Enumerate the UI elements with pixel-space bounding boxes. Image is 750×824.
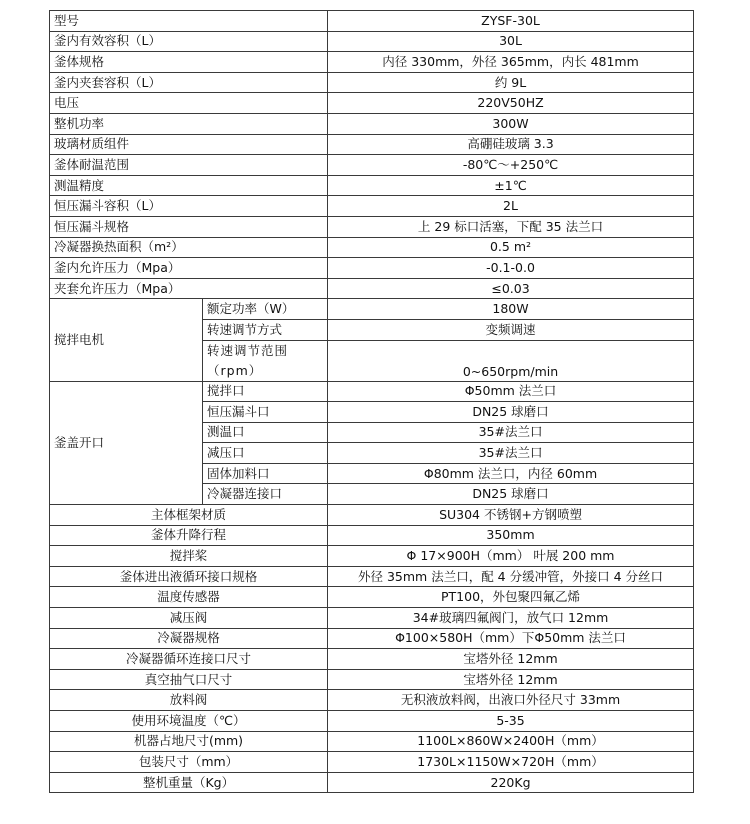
spec-label: 使用环境温度（℃） — [50, 711, 328, 732]
spec-label: 真空抽气口尺寸 — [50, 669, 328, 690]
spec-row — [50, 175, 694, 196]
spec-value: 外径 35mm 法兰口，配 4 分缓冲管，外接口 4 分丝口 — [328, 566, 694, 587]
spec-row — [50, 196, 694, 217]
motor-sub-label: 转速调节方式 — [203, 319, 328, 340]
spec-label: 釜体升降行程 — [50, 525, 328, 546]
lid-sub-value: 35#法兰口 — [328, 422, 694, 443]
motor-sub-label: 额定功率（W） — [203, 299, 328, 320]
motor-sub-value: 180W — [328, 299, 694, 320]
spec-label: 釜体耐温范围 — [50, 155, 328, 176]
spec-value: 30L — [328, 31, 694, 52]
spec-value: ±1℃ — [328, 175, 694, 196]
lid-sub-value: DN25 球磨口 — [328, 484, 694, 505]
lid-sub-value: DN25 球磨口 — [328, 402, 694, 423]
lid-sub-label: 搅拌口 — [203, 381, 328, 402]
spec-value: Φ100×580H（mm）下Φ50mm 法兰口 — [328, 628, 694, 649]
lid-group-label: 釜盖开口 — [50, 381, 203, 505]
spec-row — [50, 11, 694, 32]
spec-row — [50, 52, 694, 73]
spec-value: 220V50HZ — [328, 93, 694, 114]
spec-label: 冷凝器规格 — [50, 628, 328, 649]
motor-group-label: 搅拌电机 — [50, 299, 203, 381]
spec-row — [50, 505, 694, 526]
spec-row — [50, 134, 694, 155]
spec-row — [50, 113, 694, 134]
lid-sub-label: 固体加料口 — [203, 463, 328, 484]
spec-row — [50, 628, 694, 649]
spec-row — [50, 31, 694, 52]
spec-value: 34#玻璃四氟阀门，放气口 12mm — [328, 608, 694, 629]
lid-sub-value: 35#法兰口 — [328, 443, 694, 464]
spec-row — [50, 669, 694, 690]
spec-value: ZYSF-30L — [328, 11, 694, 32]
spec-label: 温度传感器 — [50, 587, 328, 608]
spec-label: 整机重量（Kg） — [50, 772, 328, 793]
spec-row — [50, 546, 694, 567]
spec-label: 型号 — [50, 11, 328, 32]
motor-sub-label: 转速调节范围（rpm） — [203, 340, 328, 381]
spec-label: 包装尺寸（mm） — [50, 752, 328, 773]
spec-label: 恒压漏斗规格 — [50, 216, 328, 237]
spec-value: ≤0.03 — [328, 278, 694, 299]
spec-row — [50, 237, 694, 258]
spec-label: 夹套允许压力（Mpa） — [50, 278, 328, 299]
spec-value: 300W — [328, 113, 694, 134]
spec-label: 测温精度 — [50, 175, 328, 196]
spec-label: 搅拌桨 — [50, 546, 328, 567]
lid-sub-value: Φ80mm 法兰口，内径 60mm — [328, 463, 694, 484]
spec-label: 放料阀 — [50, 690, 328, 711]
spec-table-body — [50, 11, 694, 793]
spec-label: 釜内夹套容积（L） — [50, 72, 328, 93]
lid-sub-label: 测温口 — [203, 422, 328, 443]
spec-row — [50, 608, 694, 629]
spec-value: 220Kg — [328, 772, 694, 793]
spec-value: Φ 17×900H（mm） 叶展 200 mm — [328, 546, 694, 567]
spec-row — [50, 278, 694, 299]
spec-label: 电压 — [50, 93, 328, 114]
spec-row — [50, 258, 694, 279]
spec-row — [50, 566, 694, 587]
spec-label: 釜体进出液循环接口规格 — [50, 566, 328, 587]
spec-value: 2L — [328, 196, 694, 217]
spec-value: 无积液放料阀，出液口外径尺寸 33mm — [328, 690, 694, 711]
spec-value: 宝塔外径 12mm — [328, 649, 694, 670]
motor-sub-value: 变频调速 — [328, 319, 694, 340]
lid-sub-value: Φ50mm 法兰口 — [328, 381, 694, 402]
motor-row — [50, 299, 694, 320]
spec-row — [50, 72, 694, 93]
spec-value: -0.1-0.0 — [328, 258, 694, 279]
spec-label: 釜内有效容积（L） — [50, 31, 328, 52]
spec-label: 釜内允许压力（Mpa） — [50, 258, 328, 279]
lid-sub-label: 减压口 — [203, 443, 328, 464]
lid-sub-label: 恒压漏斗口 — [203, 402, 328, 423]
spec-label: 主体框架材质 — [50, 505, 328, 526]
spec-value: 宝塔外径 12mm — [328, 669, 694, 690]
spec-label: 冷凝器换热面积（m²） — [50, 237, 328, 258]
spec-row — [50, 711, 694, 732]
spec-value: 约 9L — [328, 72, 694, 93]
spec-value: 1100L×860W×2400H（mm） — [328, 731, 694, 752]
spec-value: 5-35 — [328, 711, 694, 732]
spec-row — [50, 93, 694, 114]
spec-value: PT100，外包聚四氟乙烯 — [328, 587, 694, 608]
spec-row — [50, 649, 694, 670]
motor-sub-value: 0~650rpm/min — [328, 340, 694, 381]
spec-value: 0.5 m² — [328, 237, 694, 258]
spec-row — [50, 731, 694, 752]
spec-label: 玻璃材质组件 — [50, 134, 328, 155]
spec-row — [50, 690, 694, 711]
spec-label: 恒压漏斗容积（L） — [50, 196, 328, 217]
spec-value: 高硼硅玻璃 3.3 — [328, 134, 694, 155]
spec-value: 1730L×1150W×720H（mm） — [328, 752, 694, 773]
spec-label: 整机功率 — [50, 113, 328, 134]
spec-value: SU304 不锈钢+方钢喷塑 — [328, 505, 694, 526]
spec-table — [49, 10, 694, 793]
spec-label: 机器占地尺寸(mm) — [50, 731, 328, 752]
spec-label: 冷凝器循环连接口尺寸 — [50, 649, 328, 670]
lid-row — [50, 381, 694, 402]
spec-value: 上 29 标口活塞，下配 35 法兰口 — [328, 216, 694, 237]
lid-sub-label: 冷凝器连接口 — [203, 484, 328, 505]
spec-value: -80℃～+250℃ — [328, 155, 694, 176]
spec-row — [50, 155, 694, 176]
spec-row — [50, 587, 694, 608]
spec-label: 减压阀 — [50, 608, 328, 629]
spec-row — [50, 216, 694, 237]
spec-value: 350mm — [328, 525, 694, 546]
spec-label: 釜体规格 — [50, 52, 328, 73]
spec-row — [50, 772, 694, 793]
spec-row — [50, 752, 694, 773]
spec-row — [50, 525, 694, 546]
spec-value: 内径 330mm，外径 365mm，内长 481mm — [328, 52, 694, 73]
